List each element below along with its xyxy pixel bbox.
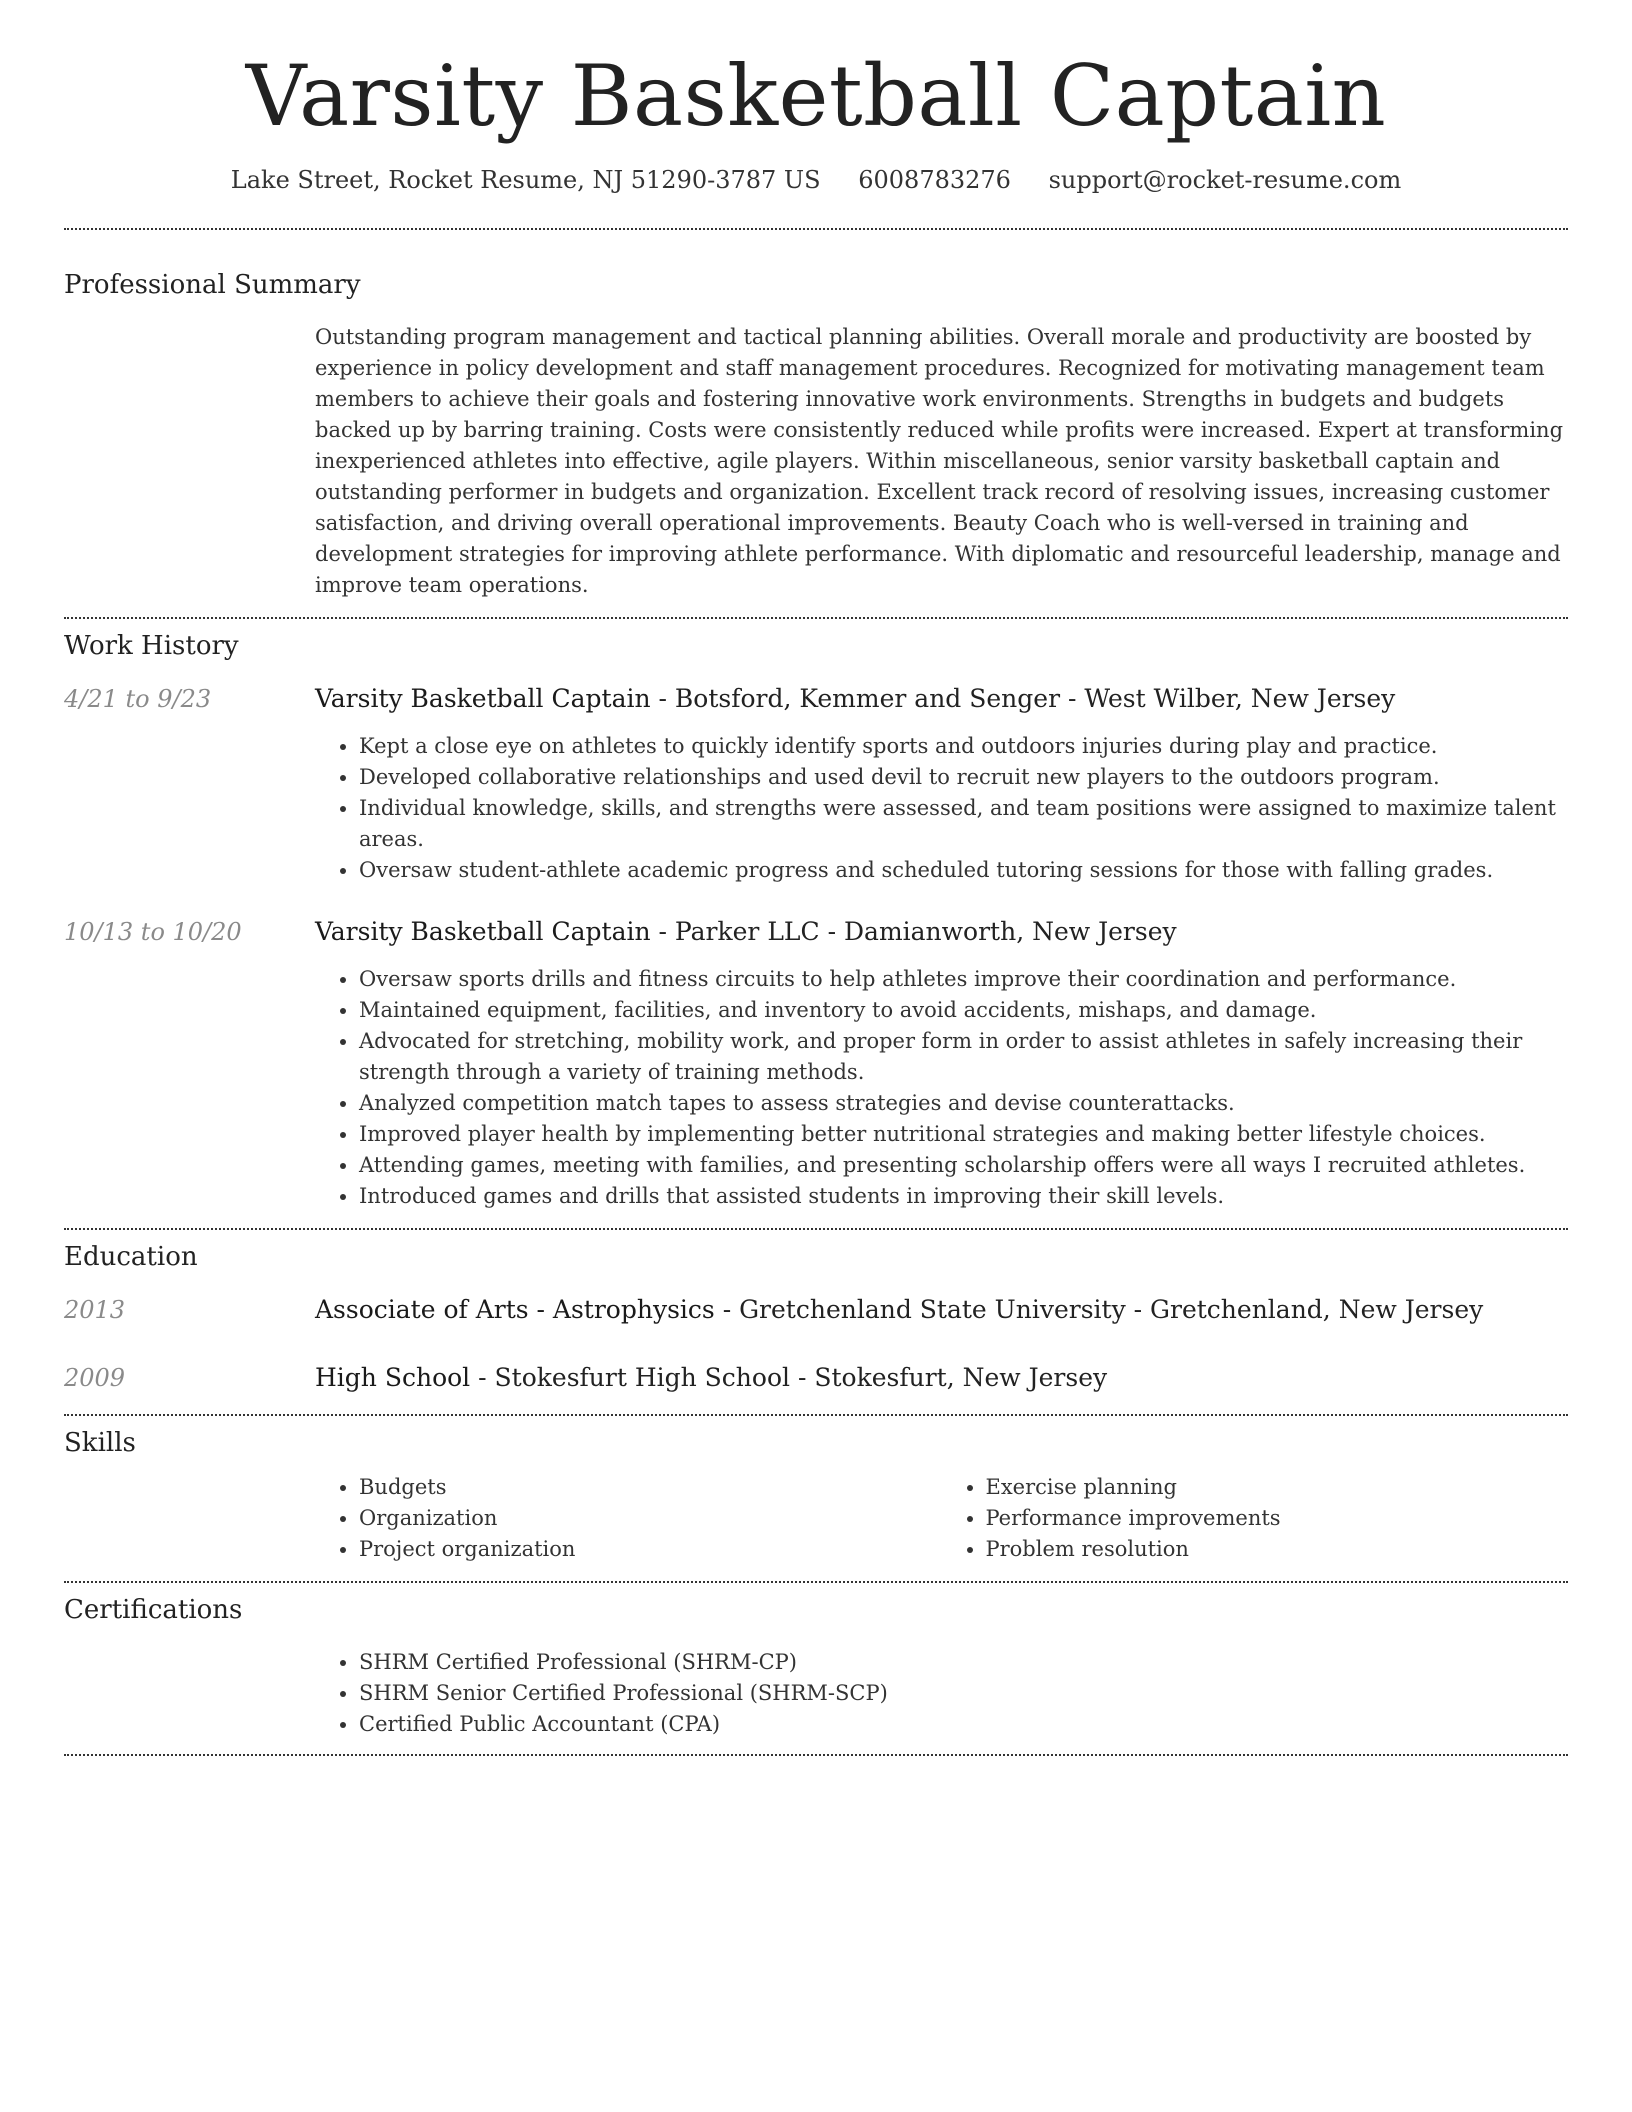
list-item: • Oversaw sports drills and fitness circuits to help athletes improve their coordination and performance.: [359, 964, 1568, 995]
list-item: • Exercise planning: [986, 1472, 1569, 1503]
job-company-location: - Parker LLC - Damianworth, New Jersey: [650, 917, 1177, 947]
education-degree: Associate of Arts - Astrophysics: [315, 1295, 715, 1325]
summary-row: [64, 322, 1568, 601]
education-entry: [64, 1362, 1568, 1394]
certifications-list: [315, 1647, 1568, 1740]
education-year: 2009: [64, 1364, 126, 1393]
job-bullets: [315, 964, 1568, 1212]
contact-line: [64, 166, 1568, 194]
list-item: • Performance improvements: [986, 1503, 1569, 1534]
list-item: • Project organization: [359, 1534, 942, 1565]
list-item: • Oversaw student-athlete academic progress and scheduled tutoring sessions for those with falling grades.: [359, 855, 1568, 886]
contact-address: Lake Street, Rocket Resume, NJ 51290-3787 US: [230, 166, 821, 195]
job-details: [315, 683, 1568, 886]
list-item: • Maintained equipment, facilities, and inventory to avoid accidents, mishaps, and damage.: [359, 995, 1568, 1026]
education-school: - Stokesfurt High School - Stokesfurt, New Jersey: [470, 1363, 1108, 1393]
job-company-location: - Botsford, Kemmer and Senger - West Wilber, New Jersey: [650, 684, 1396, 714]
education-year: 2013: [64, 1296, 126, 1325]
job-heading: [315, 916, 1568, 948]
job-position: Varsity Basketball Captain: [315, 917, 651, 947]
list-item: • Introduced games and drills that assisted students in improving their skill levels.: [359, 1181, 1568, 1212]
work-history-title: Work History: [64, 631, 239, 662]
job-bullets: [315, 731, 1568, 886]
list-item: • SHRM Senior Certified Professional (SHRM-SCP): [359, 1678, 1568, 1709]
list-item: • Kept a close eye on athletes to quickly identify sports and outdoors injuries during play and practice.: [359, 731, 1568, 762]
divider: [64, 1754, 1568, 1756]
certifications-row: [64, 1647, 1568, 1740]
work-history-section: [64, 619, 1568, 1212]
summary-text: Outstanding program management and tactical planning abilities. Overall morale and productivity are boosted by experience in policy development and staff management procedures. Recognized for motivating management team members to achieve their goals and fostering innovative work environments. Strengths in budgets and budgets backed up by barring training. Costs were consistently reduced while profits were increased. Expert at transforming inexperienced athletes into effective, agile players. Within miscellaneous, senior varsity basketball captain and outstanding performer in budgets and organization. Excellent track record of resolving issues, increasing customer satisfaction, and driving overall operational improvements. Beauty Coach who is well-versed in training and development strategies for improving athlete performance. With diplomatic and resourceful leadership, manage and improve team operations.: [315, 325, 1564, 598]
skills-column: [315, 1472, 942, 1565]
job-dates: 4/21 to 9/23: [64, 685, 212, 714]
job-heading: [315, 683, 1568, 715]
certifications-section: [64, 1583, 1568, 1740]
summary-section: [64, 230, 1568, 601]
skills-title: Skills: [64, 1428, 136, 1459]
job-dates: 10/13 to 10/20: [64, 918, 242, 947]
list-item: • Individual knowledge, skills, and strengths were assessed, and team positions were assigned to maximize talent areas.: [359, 793, 1568, 855]
job-entry: [64, 683, 1568, 886]
education-entry: [64, 1294, 1568, 1326]
contact-email: support@rocket-resume.com: [1048, 166, 1402, 195]
list-item: • SHRM Certified Professional (SHRM-CP): [359, 1647, 1568, 1678]
education-school: - Gretchenland State University - Gretchenland, New Jersey: [714, 1295, 1484, 1325]
job-position: Varsity Basketball Captain: [315, 684, 651, 714]
skills-row: [64, 1472, 1568, 1565]
candidate-name: Varsity Basketball Captain: [245, 47, 1387, 145]
list-item: • Attending games, meeting with families, and presenting scholarship offers were all ways I recruited athletes.: [359, 1150, 1568, 1181]
list-item: • Improved player health by implementing better nutritional strategies and making better lifestyle choices.: [359, 1119, 1568, 1150]
list-item: • Organization: [359, 1503, 942, 1534]
list-item: • Problem resolution: [986, 1534, 1569, 1565]
list-item: • Advocated for stretching, mobility work, and proper form in order to assist athletes in safely increasing their strength through a variety of training methods.: [359, 1026, 1568, 1088]
list-item: • Analyzed competition match tapes to assess strategies and devise counterattacks.: [359, 1088, 1568, 1119]
skills-column: [942, 1472, 1569, 1565]
list-item: • Certified Public Accountant (CPA): [359, 1709, 1568, 1740]
job-details: [315, 916, 1568, 1212]
education-details: [315, 1294, 1568, 1326]
skills-section: [64, 1416, 1568, 1565]
summary-title: Professional Summary: [64, 270, 361, 301]
skills-grid: [315, 1472, 1568, 1565]
education-details: [315, 1362, 1568, 1394]
list-item: • Developed collaborative relationships and used devil to recruit new players to the outdoors program.: [359, 762, 1568, 793]
education-degree: High School: [315, 1363, 471, 1393]
certifications-title: Certifications: [64, 1595, 243, 1626]
education-title: Education: [64, 1242, 198, 1273]
job-entry: [64, 916, 1568, 1212]
list-item: • Budgets: [359, 1472, 942, 1503]
education-section: [64, 1230, 1568, 1394]
contact-phone: 6008783276: [858, 166, 1011, 195]
